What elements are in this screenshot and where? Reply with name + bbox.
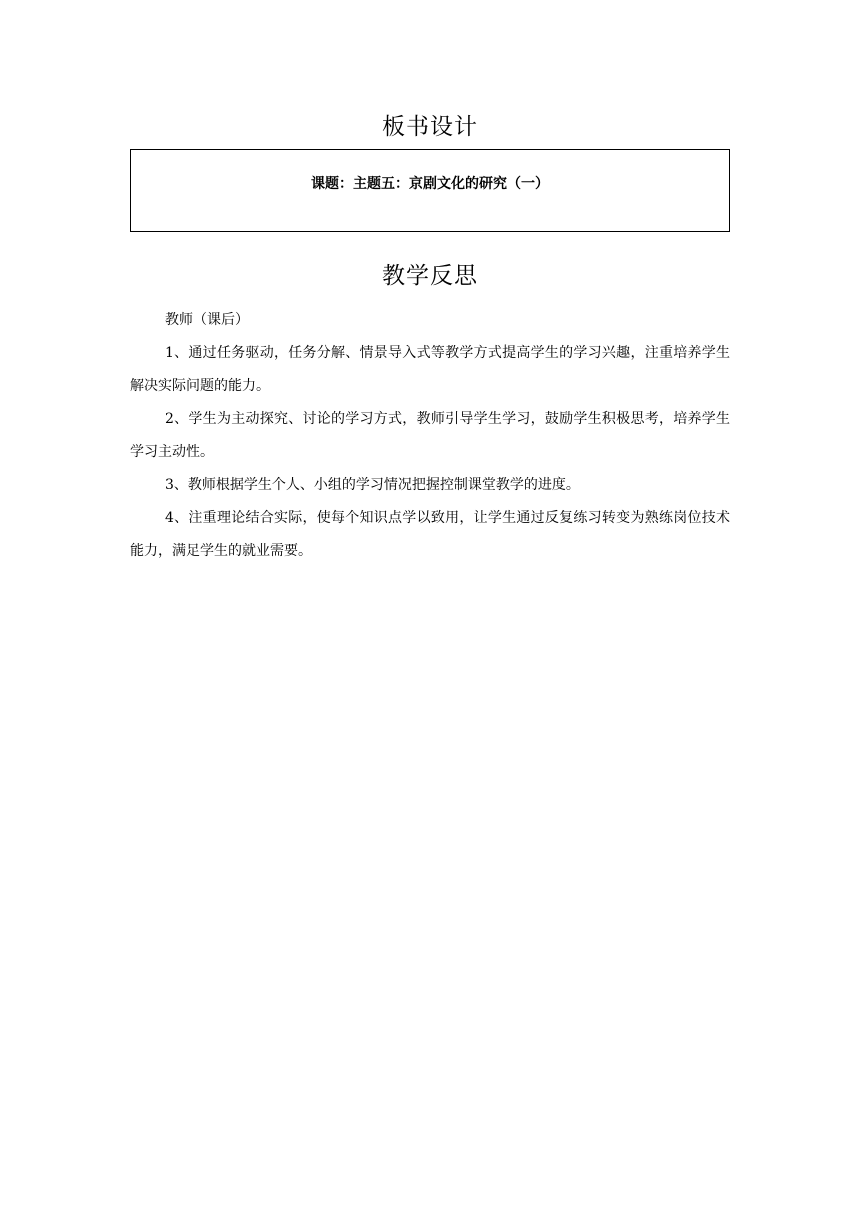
board-design-heading: 板书设计 xyxy=(382,114,478,140)
reflection-paragraph-3: 3、教师根据学生个人、小组的学习情况把握控制课堂教学的进度。 xyxy=(165,477,580,493)
reflection-paragraph-author: 教师（课后） xyxy=(165,312,249,328)
reflection-body xyxy=(130,304,730,568)
reflection-paragraph-4: 4、注重理论结合实际，使每个知识点学以致用，让学生通过反复练习转变为熟练岗位技术能力，满足学生的就业需要。 xyxy=(130,510,730,559)
board-design-box xyxy=(130,149,730,232)
teaching-reflection-heading: 教学反思 xyxy=(382,263,478,289)
reflection-paragraph-2: 2、学生为主动探究、讨论的学习方式，教师引导学生学习，鼓励学生积极思考，培养学生学习主动性。 xyxy=(130,411,730,460)
reflection-paragraph-1: 1、通过任务驱动，任务分解、情景导入式等教学方式提高学生的学习兴趣，注重培养学生解决实际问题的能力。 xyxy=(130,345,730,394)
lesson-topic: 课题：主题五：京剧文化的研究（一） xyxy=(311,176,549,192)
